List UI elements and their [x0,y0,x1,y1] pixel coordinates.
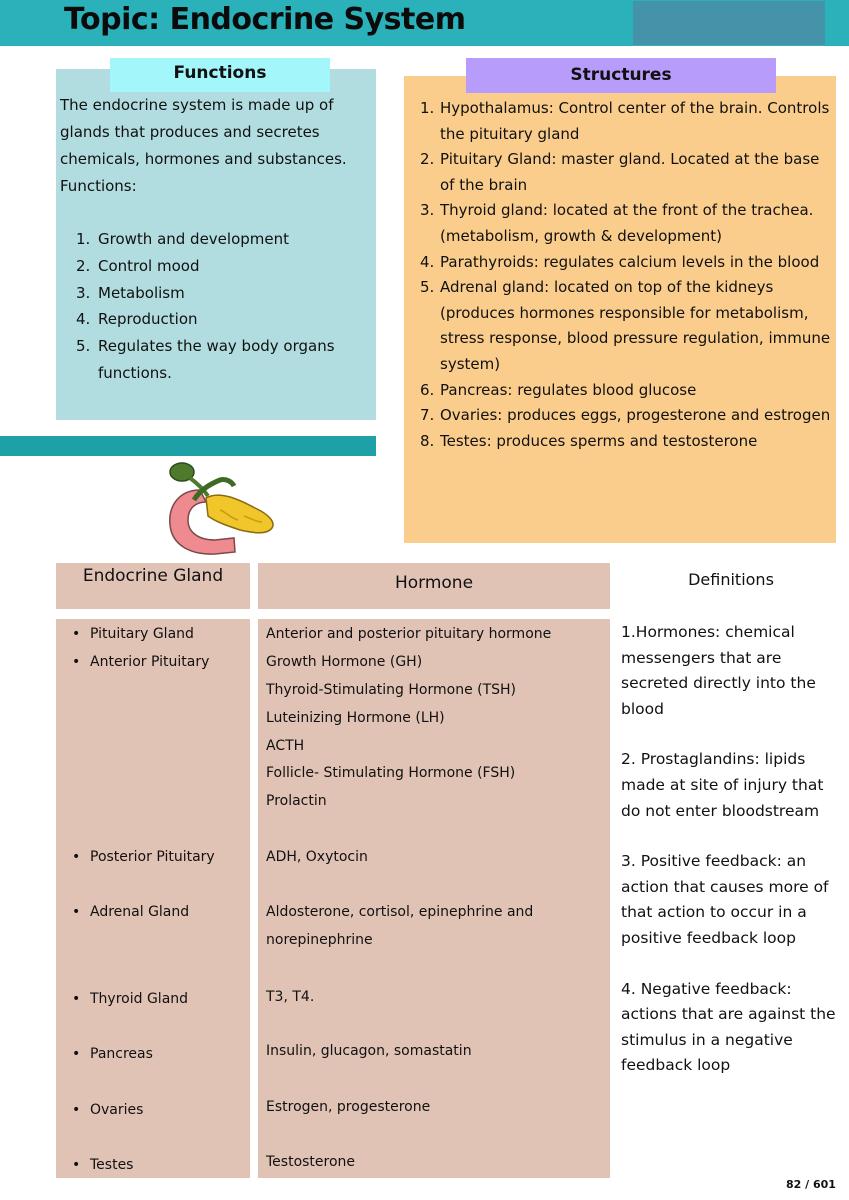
functions-intro-text: The endocrine system is made up of glands that produces and secretes chemicals, hormones and substances. [60,96,347,168]
hormone-item: Prolactin [266,793,327,809]
hormone-column [258,619,610,1178]
list-item: 5. Regulates the way body organs functions. [76,337,335,382]
gland-item: • Adrenal Gland [72,904,189,920]
gland-item: • Pancreas [72,1046,153,1062]
definition-item: 4. Negative feedback: actions that are against the stimulus in a negative feedback loop [621,979,836,1075]
functions-intro [60,92,374,200]
functions-label: Functions: [60,177,137,195]
table-header-gland: Endocrine Gland [56,563,250,609]
page-number: 82 / 601 [786,1178,836,1191]
gland-item: • Ovaries [72,1102,143,1118]
list-item: 5. Adrenal gland: located on top of the kidneys (produces hormones responsible for metabolism, stress response, blood pressure regulation, immune system) [420,278,831,373]
gland-item: • Thyroid Gland [72,991,188,1007]
list-item: 2. Control mood [76,256,200,275]
hormone-item: Testosterone [266,1154,356,1170]
list-item: 4. Parathyroids: regulates calcium levels in the blood [420,252,820,271]
list-item: 1. Hypothalamus: Control center of the brain. Controls the pituitary gland [420,99,830,143]
gland-item: • Anterior Pituitary [72,654,209,670]
gland-item: • Pituitary Gland [72,626,194,642]
definition-item: 3. Positive feedback: an action that causes more of that action to occur in a positive feedback loop [621,852,829,947]
hormone-item: Estrogen, progesterone [266,1099,431,1115]
divider-bar [0,436,376,456]
hormone-item: T3, T4. [266,989,315,1005]
gland-item: • Posterior Pituitary [72,849,215,865]
structures-heading: Structures [466,58,776,93]
hormone-item: Aldosterone, cortisol, epinephrine and [266,904,534,920]
hormone-item: Follicle- Stimulating Hormone (FSH) [266,765,516,781]
definitions-heading: Definitions [688,570,774,589]
hormone-item: Insulin, glucagon, somastatin [266,1043,472,1059]
structures-list [420,96,834,454]
hormone-item: ADH, Oxytocin [266,849,368,865]
hormone-item: ACTH [266,738,305,754]
gland-column [56,619,250,1178]
list-item: 3. Thyroid gland: located at the front of the trachea.(metabolism, growth & development) [420,201,814,245]
page-title: Topic: Endocrine System [64,2,466,37]
list-item: 7. Ovaries: produces eggs, progesterone and estrogen [420,406,831,425]
header-accent-block [633,1,825,45]
functions-list [76,226,366,387]
list-item: 4. Reproduction [76,310,198,329]
hormone-item: Anterior and posterior pituitary hormone [266,626,552,642]
hormone-item: Luteinizing Hormone (LH) [266,710,445,726]
gland-item: • Testes [72,1157,133,1173]
definitions-list [621,620,847,1104]
list-item: 2. Pituitary Gland: master gland. Located at the base of the brain [420,150,820,194]
definition-item: 1.Hormones: chemical messengers that are secreted directly into the blood [621,623,816,718]
definition-item: 2. Prostaglandins: lipids made at site of injury that do not enter bloodstream [621,750,824,820]
table-header-hormone: Hormone [258,563,610,609]
functions-heading: Functions [110,58,330,92]
list-item: 8. Testes: produces sperms and testosterone [420,431,758,450]
hormone-item: Growth Hormone (GH) [266,654,423,670]
list-item: 6. Pancreas: regulates blood glucose [420,380,697,399]
hormone-item: norepinephrine [266,932,373,948]
list-item: 3. Metabolism [76,283,185,302]
hormone-item: Thyroid-Stimulating Hormone (TSH) [266,682,517,698]
pancreas-illustration [160,460,278,560]
list-item: 1. Growth and development [76,230,290,248]
